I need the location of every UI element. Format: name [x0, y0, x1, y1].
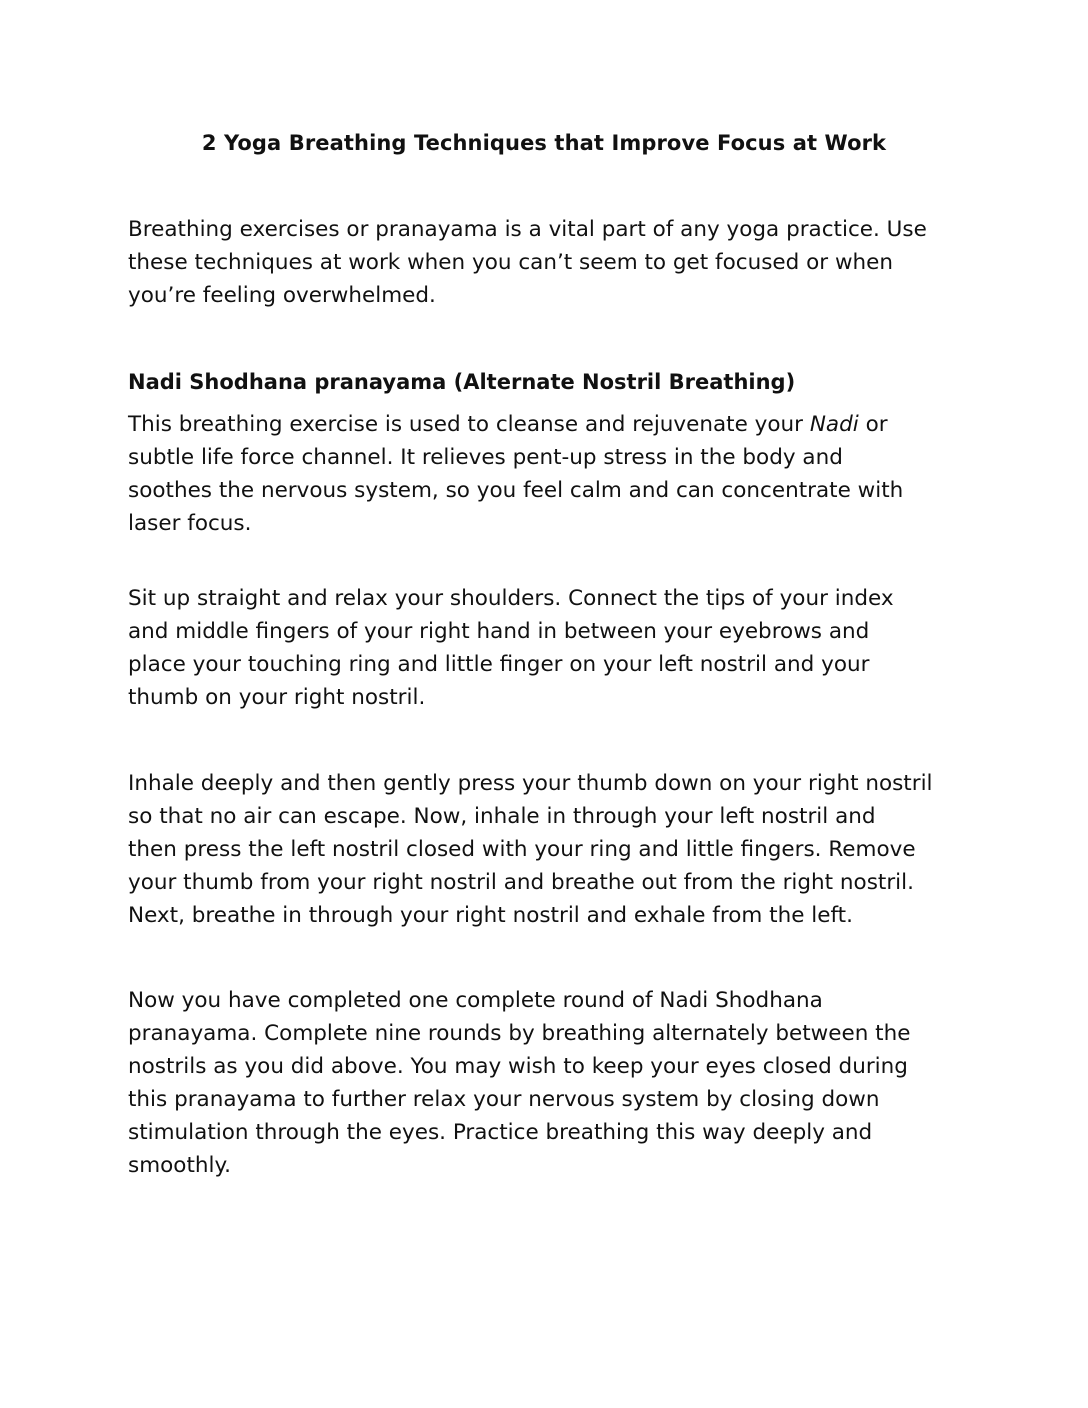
paragraph-line: place your touching ring and little finger on your left nostril and your: [128, 652, 870, 677]
paragraph-line: this pranayama to further relax your nervous system by closing down: [128, 1087, 880, 1112]
intro-paragraph: [128, 213, 968, 312]
document-title: 2 Yoga Breathing Techniques that Improve Focus at Work: [201, 131, 887, 155]
paragraph-line: Sit up straight and relax your shoulders. Connect the tips of your index: [128, 586, 894, 611]
paragraph-line: your thumb from your right nostril and breathe out from the right nostril.: [128, 870, 914, 895]
italic-term: Nadi: [809, 412, 859, 437]
text-run: or: [858, 412, 888, 437]
paragraph-technique: [128, 767, 968, 932]
paragraph-nadi-description: [128, 408, 968, 540]
paragraph-line: so that no air can escape. Now, inhale in through your left nostril and: [128, 804, 876, 829]
paragraph-line: Next, breathe in through your right nostril and exhale from the left.: [128, 903, 853, 928]
paragraph-line: subtle life force channel. It relieves pent-up stress in the body and: [128, 445, 843, 470]
paragraph-line: [128, 408, 968, 441]
paragraph-line: then press the left nostril closed with your ring and little fingers. Remove: [128, 837, 916, 862]
paragraph-line: Now you have completed one complete round of Nadi Shodhana: [128, 988, 823, 1013]
paragraph-line: nostrils as you did above. You may wish to keep your eyes closed during: [128, 1054, 908, 1079]
paragraph-line: Inhale deeply and then gently press your thumb down on your right nostril: [128, 771, 933, 796]
paragraph-rounds: [128, 984, 968, 1182]
intro-line: these techniques at work when you can’t seem to get focused or when: [128, 250, 894, 275]
intro-line: you’re feeling overwhelmed.: [128, 283, 436, 308]
paragraph-line: stimulation through the eyes. Practice breathing this way deeply and: [128, 1120, 873, 1145]
paragraph-line: thumb on your right nostril.: [128, 685, 426, 710]
text-run: This breathing exercise is used to cleanse and rejuvenate your: [128, 412, 810, 437]
paragraph-posture: [128, 582, 968, 714]
paragraph-line: and middle fingers of your right hand in between your eyebrows and: [128, 619, 870, 644]
paragraph-line: pranayama. Complete nine rounds by breathing alternately between the: [128, 1021, 911, 1046]
paragraph-line: laser focus.: [128, 511, 252, 536]
paragraph-line: smoothly.: [128, 1153, 231, 1178]
intro-line: Breathing exercises or pranayama is a vital part of any yoga practice. Use: [128, 217, 927, 242]
paragraph-line: soothes the nervous system, so you feel calm and can concentrate with: [128, 478, 904, 503]
section-heading: Nadi Shodhana pranayama (Alternate Nostril Breathing): [128, 370, 796, 394]
